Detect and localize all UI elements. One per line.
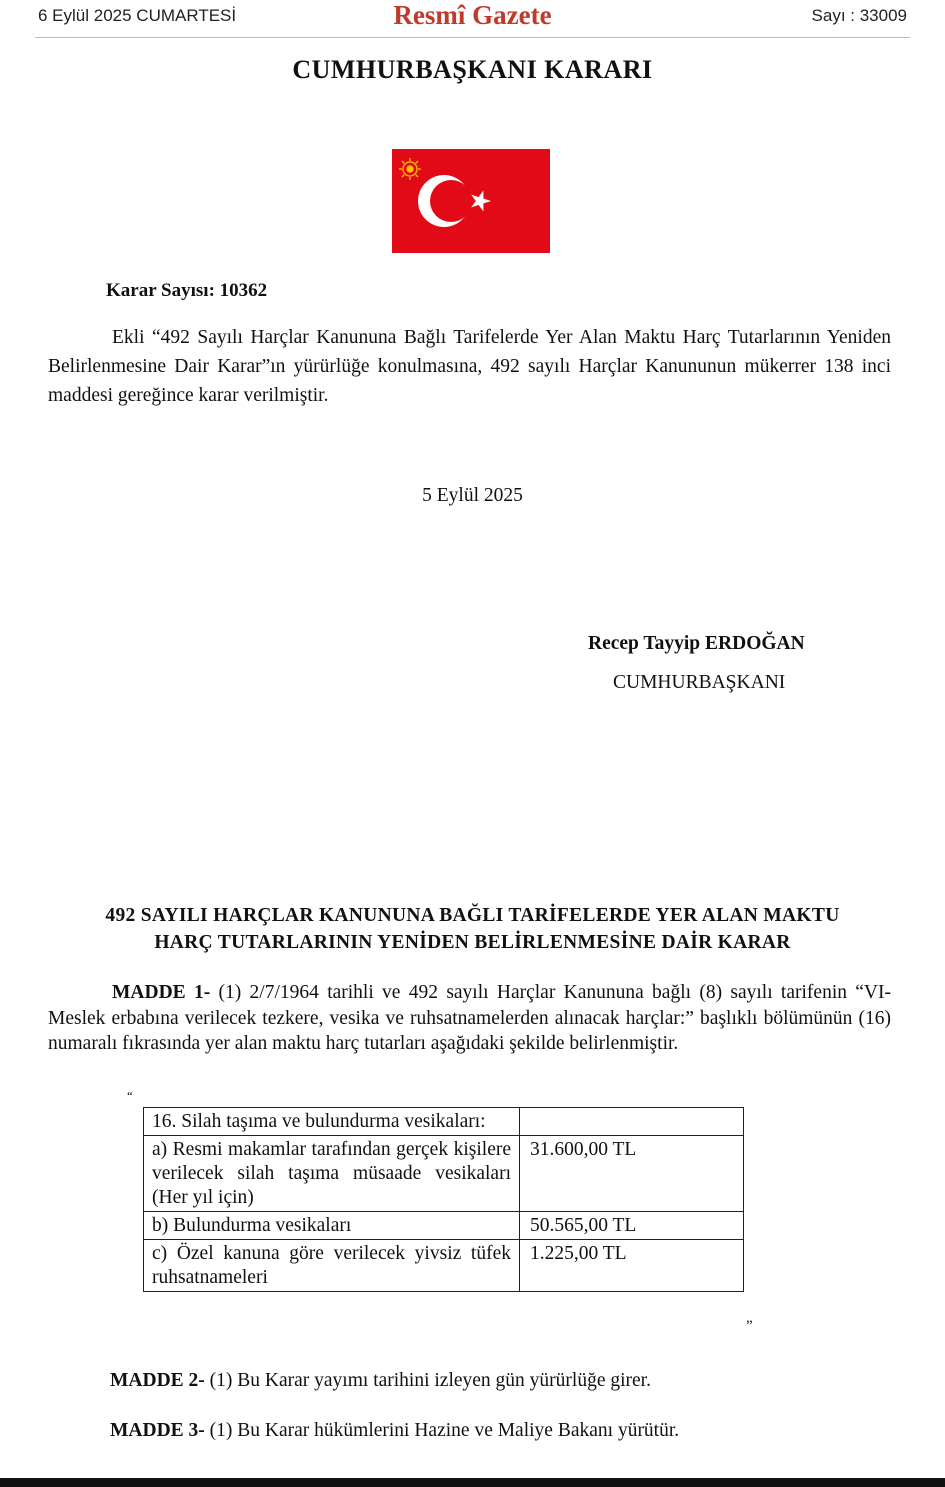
fee-amount: 31.600,00 TL <box>520 1136 744 1212</box>
article-2-text: (1) Bu Karar yayımı tarihini izleyen gün yürürlüğe girer. <box>209 1370 651 1391</box>
quote-close-mark: ” <box>746 1318 753 1334</box>
masthead-title: Resmî Gazete <box>393 0 552 30</box>
article-2-label: MADDE 2- <box>110 1370 205 1391</box>
decision-date: 5 Eylül 2025 <box>422 485 523 506</box>
intro-paragraph: Ekli “492 Sayılı Harçlar Kanununa Bağlı Tarifelerde Yer Alan Maktu Harç Tutarlarının Yeniden Belirlenmesine Dair Karar”ın yürürlüğe konulmasına, 492 sayılı Harçlar Kanununun mükerrer 138 inci maddesi gereğince karar verilmiştir. <box>48 327 891 406</box>
issue-number: Sayı : 33009 <box>811 6 907 25</box>
annex-title-line-1: 492 SAYILI HARÇLAR KANUNUNA BAĞLI TARİFELERDE YER ALAN MAKTU <box>105 905 840 926</box>
article-3 <box>110 1420 679 1442</box>
fee-description: c) Özel kanuna göre verilecek yivsiz tüfek ruhsatnameleri <box>144 1240 520 1292</box>
bottom-bar <box>0 1478 945 1487</box>
table-row <box>144 1136 744 1212</box>
decision-number: Karar Sayısı: 10362 <box>106 280 268 301</box>
table-row <box>144 1212 744 1240</box>
table-row <box>144 1108 744 1136</box>
fee-amount: 1.225,00 TL <box>520 1240 744 1292</box>
quote-open-mark: “ <box>127 1088 133 1103</box>
signatory-name: Recep Tayyip ERDOĞAN <box>588 633 805 654</box>
fee-table <box>143 1107 744 1292</box>
turkish-flag-emblem-icon <box>392 149 550 253</box>
fee-description: a) Resmi makamlar tarafından gerçek kişilere verilecek silah taşıma müsaade vesikaları (Her yıl için) <box>144 1136 520 1212</box>
fee-amount: 50.565,00 TL <box>520 1212 744 1240</box>
annex-title <box>40 902 905 956</box>
article-1-label: MADDE 1- <box>112 982 211 1003</box>
article-3-text: (1) Bu Karar hükümlerini Hazine ve Maliye Bakanı yürütür. <box>209 1420 680 1441</box>
header-date: 6 Eylül 2025 CUMARTESİ <box>38 6 237 25</box>
fee-description: 16. Silah taşıma ve bulundurma vesikaları: <box>144 1108 520 1136</box>
article-1-text: (1) 2/7/1964 tarihli ve 492 sayılı Harçlar Kanununa bağlı (8) sayılı tarifenin “VI- Meslek erbabına verilecek tezkere, vesika ve ruhsatnamelerden alınacak harçlar:” başlıklı bölümünün (16) numaralı fıkrasında yer alan maktu harç tutarları aşağıdaki şekilde belirlenmiştir. <box>48 982 892 1054</box>
fee-description: b) Bulundurma vesikaları <box>144 1212 520 1240</box>
header-divider <box>35 37 910 38</box>
article-2 <box>110 1370 651 1392</box>
fee-amount <box>520 1108 744 1136</box>
annex-title-line-2: HARÇ TUTARLARININ YENİDEN BELİRLENMESİNE DAİR KARAR <box>154 932 791 953</box>
document-title: CUMHURBAŞKANI KARARI <box>292 55 653 84</box>
signatory-title: CUMHURBAŞKANI <box>613 672 786 693</box>
article-3-label: MADDE 3- <box>110 1420 205 1441</box>
table-row <box>144 1240 744 1292</box>
article-1 <box>48 980 891 1057</box>
